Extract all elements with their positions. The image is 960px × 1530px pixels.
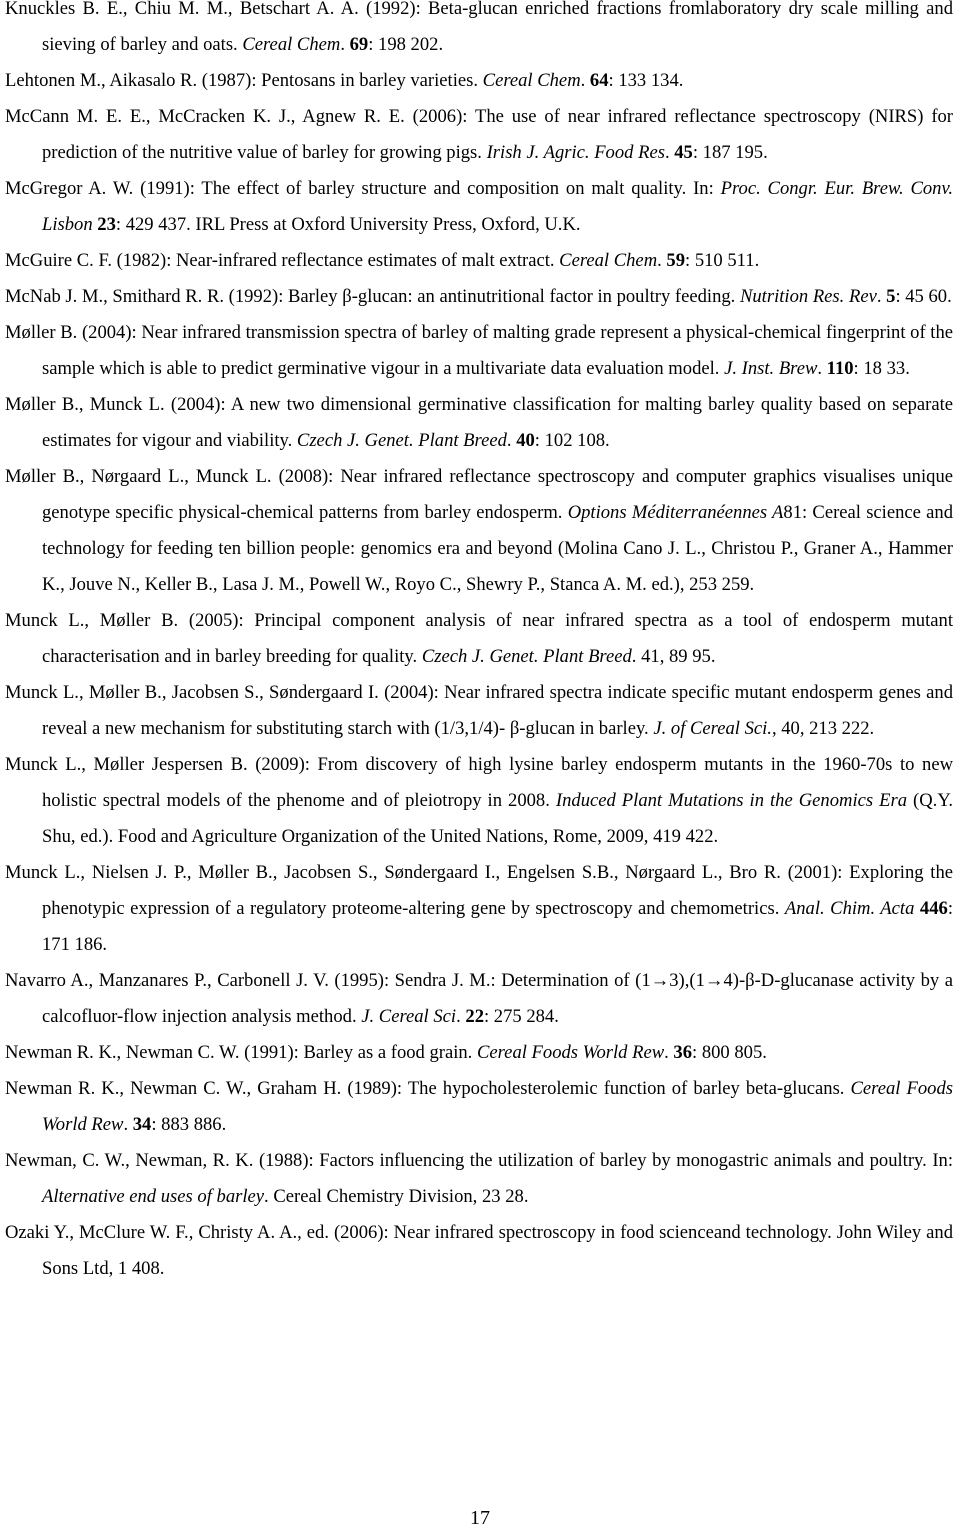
reference-volume: 23 [97, 214, 116, 235]
reference-text: : 800 805. [692, 1042, 767, 1063]
reference-entry [5, 63, 953, 99]
reference-text: : 275 284. [483, 1006, 559, 1027]
reference-volume: 64 [589, 70, 609, 91]
reference-entry [5, 675, 953, 747]
reference-text: . [456, 1006, 466, 1027]
reference-journal: J. Inst. Brew [724, 358, 818, 379]
reference-journal: Cereal Chem [482, 70, 581, 91]
reference-text: . [506, 430, 517, 451]
page-number: 17 [470, 1507, 490, 1529]
reference-entry [5, 603, 953, 675]
reference-text: : 133 134. [608, 70, 684, 91]
reference-text: Navarro A., Manzanares P., Carbonell J. V. (1995): Sendra J. M.: Determination of (1→3),(1→4)-β-D-glucanase activity by a calcofluor-flow injection analysis method. [5, 970, 953, 1027]
reference-journal: Proc. Congr. Eur. Brew. Conv. Lisbon [42, 178, 954, 235]
reference-text: Munck L., Nielsen J. P., Møller B., Jacobsen S., Søndergaard I., Engelsen S.B., Nørgaard L., Bro R. (2001): Exploring the phenotypic expression of a regulatory proteome-altering gene by spectroscopy and chemometrics. [5, 862, 953, 919]
reference-entry [5, 1215, 953, 1287]
reference-journal: Cereal Foods World Rew [476, 1042, 665, 1063]
reference-volume: 45 [674, 142, 693, 163]
reference-entry [5, 459, 953, 603]
reference-journal: Irish J. Agric. Food Res [486, 142, 665, 163]
reference-volume: 22 [465, 1006, 484, 1027]
reference-text: McGregor A. W. (1991): The effect of barley structure and composition on malt quality. In: [5, 178, 721, 199]
reference-text: . 41, 89 95. [631, 646, 716, 667]
reference-list [5, 0, 953, 1287]
reference-text: 81: Cereal science and technology for feeding ten billion people: genomics era and beyond (Molina Cano J. L., Christou P., Graner A., Hammer K., Jouve N., Keller B., Lasa J. M., Powell W., Royo C., Shewry P., Stanca A. M. ed.), 253 259. [42, 502, 954, 595]
reference-text: : 171 186. [42, 898, 953, 955]
reference-text: Møller B., Nørgaard L., Munck L. (2008): Near infrared reflectance spectroscopy and computer graphics visualises unique genotype specific physical-chemical patterns from barley endosperm. [5, 466, 953, 523]
reference-text: . [664, 142, 675, 163]
reference-text: . [340, 34, 350, 55]
reference-text: Knuckles B. E., Chiu M. M., Betschart A. A. (1992): Beta-glucan enriched fractions fromlaboratory dry scale milling and sieving of barley and oats. [5, 0, 953, 55]
reference-text: McGuire C. F. (1982): Near-infrared reflectance estimates of malt extract. [5, 250, 560, 271]
reference-volume: 36 [673, 1042, 693, 1063]
reference-text: : 18 33. [853, 358, 910, 379]
reference-volume: 5 [886, 286, 896, 307]
reference-journal: J. of Cereal Sci. [653, 718, 772, 739]
reference-journal: Czech J. Genet. Plant Breed [421, 646, 632, 667]
reference-text: : 102 108. [534, 430, 610, 451]
reference-journal: Nutrition Res. Rev [739, 286, 877, 307]
reference-entry [5, 747, 953, 855]
reference-journal: Czech J. Genet. Plant Breed [296, 430, 507, 451]
reference-journal: Cereal Chem [559, 250, 658, 271]
reference-entry [5, 243, 953, 279]
reference-text: : 429 437. IRL Press at Oxford University Press, Oxford, U.K. [115, 214, 581, 235]
reference-entry [5, 387, 953, 459]
reference-text: . [876, 286, 887, 307]
reference-text: : 510 511. [685, 250, 760, 271]
reference-text: . [817, 358, 827, 379]
reference-entry [5, 171, 953, 243]
reference-entry [5, 1035, 953, 1071]
reference-text: Ozaki Y., McClure W. F., Christy A. A., ed. (2006): Near infrared spectroscopy in food scienceand technology. John Wiley and Sons Ltd, 1 408. [5, 1222, 953, 1279]
reference-text: Møller B., Munck L. (2004): A new two dimensional germinative classification for malting barley quality based on separate estimates for vigour and viability. [5, 394, 953, 451]
reference-entry [5, 99, 953, 171]
reference-text: . [657, 250, 667, 271]
reference-text: : 883 886. [151, 1114, 227, 1135]
reference-text: . [664, 1042, 674, 1063]
reference-text: . [580, 70, 590, 91]
reference-text: (Q.Y. Shu, ed.). Food and Agriculture Organization of the United Nations, Rome, 2009, 419 422. [42, 790, 953, 847]
reference-text: Munck L., Møller Jespersen B. (2009): From discovery of high lysine barley endosperm mutants in the 1960-70s to new holistic spectral models of the phenome and of pleiotropy in 2008. [5, 754, 953, 811]
reference-journal: Cereal Foods World Rew [42, 1078, 953, 1135]
reference-text: . Cereal Chemistry Division, 23 28. [264, 1186, 529, 1207]
reference-text: Newman R. K., Newman C. W., Graham H. (1989): The hypocholesterolemic function of barley beta-glucans. [5, 1078, 851, 1099]
reference-entry [5, 0, 953, 63]
reference-text: , 40, 213 222. [771, 718, 875, 739]
reference-entry [5, 963, 953, 1035]
reference-entry [5, 279, 953, 315]
reference-text: : 198 202. [368, 34, 444, 55]
reference-volume: 110 [826, 358, 854, 379]
reference-volume: 69 [349, 34, 369, 55]
reference-journal: Cereal Chem [242, 34, 341, 55]
reference-text: Møller B. (2004): Near infrared transmission spectra of barley of malting grade represent a physical-chemical fingerprint of the sample which is able to predict germinative vigour in a multivariate data evaluation model. [5, 322, 953, 379]
reference-text: : 45 60. [895, 286, 952, 307]
reference-volume: 59 [666, 250, 686, 271]
reference-volume: 446 [919, 898, 948, 919]
reference-text: McCann M. E. E., McCracken K. J., Agnew R. E. (2006): The use of near infrared reflectance spectroscopy (NIRS) for prediction of the nutritive value of barley for growing pigs. [5, 106, 953, 163]
reference-text: Munck L., Møller B. (2005): Principal component analysis of near infrared spectra as a tool of endosperm mutant characterisation and in barley breeding for quality. [5, 610, 953, 667]
reference-text: Newman R. K., Newman C. W. (1991): Barley as a food grain. [5, 1042, 477, 1063]
reference-text: . [123, 1114, 133, 1135]
reference-entry [5, 855, 953, 963]
reference-text: Munck L., Møller B., Jacobsen S., Søndergaard I. (2004): Near infrared spectra indicate specific mutant endosperm genes and reveal a new mechanism for substituting starch with (1/3,1/4)- β-glucan in barley. [5, 682, 953, 739]
reference-text: Lehtonen M., Aikasalo R. (1987): Pentosans in barley varieties. [5, 70, 483, 91]
reference-text: Newman, C. W., Newman, R. K. (1988): Factors influencing the utilization of barley by monogastric animals and poultry. In: [5, 1150, 953, 1171]
reference-journal: Options Méditerranéennes A [567, 502, 784, 523]
reference-journal: Alternative end uses of barley [42, 1186, 265, 1207]
reference-journal: Anal. Chim. Acta [784, 898, 915, 919]
reference-journal: Induced Plant Mutations in the Genomics Era [555, 790, 908, 811]
reference-volume: 40 [516, 430, 535, 451]
reference-text: McNab J. M., Smithard R. R. (1992): Barley β-glucan: an antinutritional factor in poultry feeding. [5, 286, 740, 307]
reference-entry [5, 315, 953, 387]
reference-text: : 187 195. [692, 142, 768, 163]
reference-volume: 34 [132, 1114, 152, 1135]
reference-entry [5, 1071, 953, 1143]
reference-entry [5, 1143, 953, 1215]
reference-journal: J. Cereal Sci [361, 1006, 457, 1027]
